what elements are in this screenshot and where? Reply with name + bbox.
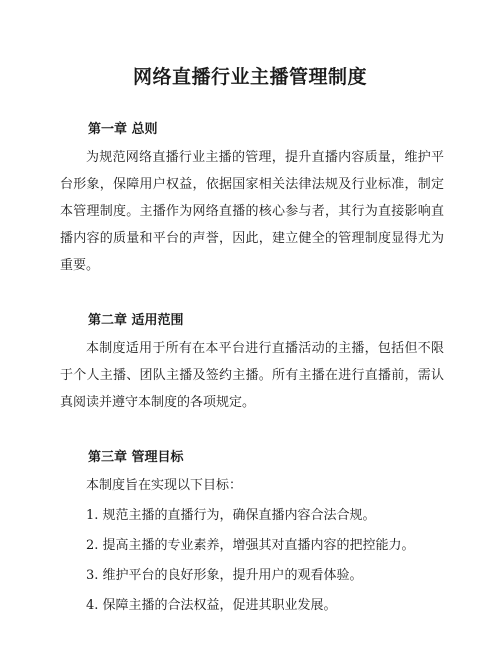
chapter-general [60,118,444,279]
list-item: 3. 维护平台的良好形象，提升用户的观看体验。 [86,568,363,583]
goals-intro: 本制度旨在实现以下目标： [86,478,243,493]
chapter-goals [60,446,444,619]
list-item: 2. 提高主播的专业素养，增强其对直播内容的把控能力。 [86,538,415,553]
document-title: 网络直播行业主播管理制度 [132,66,367,88]
chapter-scope [60,309,444,416]
chapter-heading: 第三章 管理目标 [88,450,184,465]
chapter-heading: 第一章 总则 [88,122,158,137]
chapter-paragraph: 本制度适用于所有在本平台进行直播活动的主播，包括但不限于个人主播、团队主播及签约主播。所有主播在进行直播前，需认真阅读并遵守本制度的各项规定。 [60,341,444,410]
chapter-heading: 第二章 适用范围 [88,313,184,328]
list-item: 4. 保障主播的合法权益，促进其职业发展。 [86,598,337,613]
document-body [60,118,444,649]
chapter-paragraph: 为规范网络直播行业主播的管理，提升直播内容质量，维护平台形象，保障用户权益，依据国家相关法律法规及行业标准，制定本管理制度。主播作为网络直播的核心参与者，其行为直接影响直播内容的质量和平台的声誉，因此，建立健全的管理制度显得尤为重要。 [60,150,444,273]
list-item: 1. 规范主播的直播行为，确保直播内容合法合规。 [86,508,376,523]
